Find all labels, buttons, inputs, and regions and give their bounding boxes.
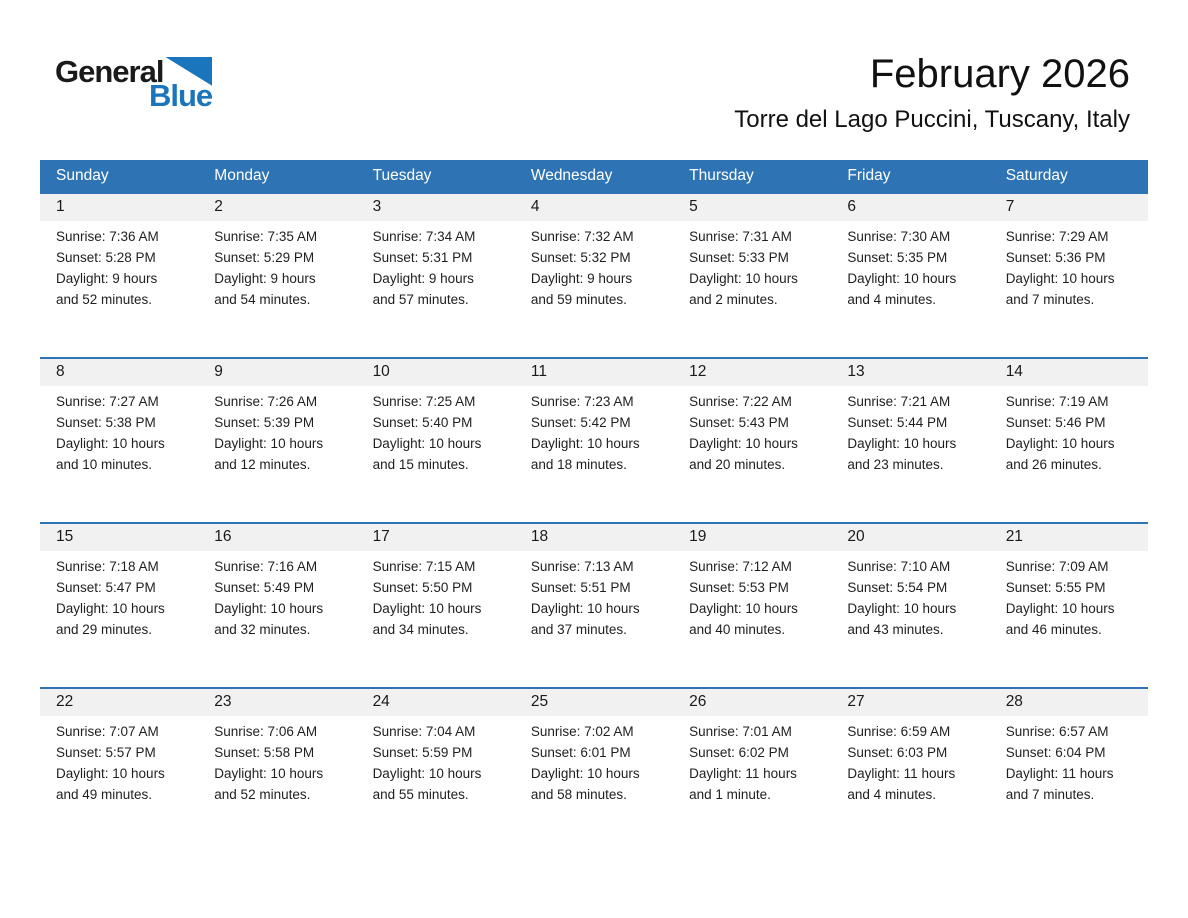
day-details bbox=[515, 386, 673, 475]
day-number: 18 bbox=[515, 524, 673, 551]
day-cell bbox=[357, 688, 515, 853]
week-row bbox=[40, 688, 1148, 853]
day-details bbox=[990, 386, 1148, 475]
sunrise-text: Sunrise: 7:04 AM bbox=[372, 724, 476, 739]
day-cell bbox=[40, 523, 198, 688]
sunset-text: Sunset: 5:55 PM bbox=[1005, 580, 1106, 595]
daylight-text-line1: Daylight: 11 hours bbox=[1005, 766, 1114, 781]
day-number: 14 bbox=[990, 359, 1148, 386]
daylight-text-line1: Daylight: 10 hours bbox=[214, 436, 324, 451]
weekday-header-row bbox=[40, 160, 1148, 193]
day-details bbox=[198, 551, 356, 640]
day-cell bbox=[40, 358, 198, 523]
logo-text-blue: Blue bbox=[149, 78, 213, 113]
day-details bbox=[831, 221, 989, 310]
title-block bbox=[734, 52, 1130, 134]
sunrise-text: Sunrise: 7:15 AM bbox=[372, 559, 476, 574]
sunset-text: Sunset: 5:35 PM bbox=[847, 250, 948, 265]
daylight-text-line2: and 34 minutes. bbox=[372, 622, 469, 637]
sunrise-text: Sunrise: 7:06 AM bbox=[214, 724, 318, 739]
sunrise-text: Sunrise: 7:27 AM bbox=[56, 394, 159, 409]
day-details bbox=[990, 551, 1148, 640]
day-cell bbox=[198, 358, 356, 523]
sunrise-text: Sunrise: 7:02 AM bbox=[530, 724, 634, 739]
day-cell bbox=[515, 193, 673, 358]
daylight-text-line1: Daylight: 9 hours bbox=[372, 271, 474, 286]
day-cell bbox=[515, 523, 673, 688]
sunrise-text: Sunrise: 7:10 AM bbox=[847, 559, 951, 574]
daylight-text-line2: and 46 minutes. bbox=[1005, 622, 1102, 637]
day-cell bbox=[357, 193, 515, 358]
sunrise-text: Sunrise: 7:18 AM bbox=[56, 559, 159, 574]
day-number: 20 bbox=[831, 524, 989, 551]
day-details bbox=[673, 551, 831, 640]
day-details bbox=[673, 221, 831, 310]
weekday-header-wednesday: Wednesday bbox=[515, 160, 673, 193]
sunset-text: Sunset: 5:42 PM bbox=[530, 415, 631, 430]
day-cell bbox=[673, 193, 831, 358]
daylight-text-line1: Daylight: 9 hours bbox=[56, 271, 158, 286]
daylight-text-line1: Daylight: 10 hours bbox=[1005, 271, 1115, 286]
day-details bbox=[831, 716, 989, 805]
daylight-text-line1: Daylight: 10 hours bbox=[214, 601, 324, 616]
day-details bbox=[515, 221, 673, 310]
daylight-text-line2: and 55 minutes. bbox=[372, 787, 469, 802]
logo-text-general: General bbox=[55, 54, 164, 89]
week-row bbox=[40, 193, 1148, 358]
daylight-text-line2: and 12 minutes. bbox=[214, 457, 311, 472]
sunset-text: Sunset: 6:03 PM bbox=[847, 745, 948, 760]
daylight-text-line2: and 18 minutes. bbox=[530, 457, 627, 472]
week-row bbox=[40, 358, 1148, 523]
daylight-text-line2: and 10 minutes. bbox=[56, 457, 153, 472]
daylight-text-line1: Daylight: 10 hours bbox=[1005, 436, 1115, 451]
sunset-text: Sunset: 5:47 PM bbox=[56, 580, 156, 595]
daylight-text-line1: Daylight: 10 hours bbox=[689, 436, 798, 451]
day-cell bbox=[40, 688, 198, 853]
sunrise-text: Sunrise: 7:07 AM bbox=[56, 724, 159, 739]
location-subtitle: Torre del Lago Puccini, Tuscany, Italy bbox=[734, 106, 1130, 133]
day-cell bbox=[831, 688, 989, 853]
daylight-text-line2: and 29 minutes. bbox=[56, 622, 153, 637]
sunset-text: Sunset: 5:33 PM bbox=[689, 250, 789, 265]
daylight-text-line2: and 2 minutes. bbox=[689, 292, 778, 307]
day-cell bbox=[198, 688, 356, 853]
day-number: 28 bbox=[990, 689, 1148, 716]
day-details bbox=[515, 716, 673, 805]
day-number: 16 bbox=[198, 524, 356, 551]
sunrise-text: Sunrise: 7:13 AM bbox=[530, 559, 634, 574]
weekday-header-thursday: Thursday bbox=[673, 160, 831, 193]
daylight-text-line1: Daylight: 10 hours bbox=[56, 601, 165, 616]
daylight-text-line2: and 26 minutes. bbox=[1005, 457, 1102, 472]
daylight-text-line2: and 32 minutes. bbox=[214, 622, 311, 637]
day-cell bbox=[990, 688, 1148, 853]
sunrise-text: Sunrise: 7:34 AM bbox=[372, 229, 476, 244]
daylight-text-line1: Daylight: 10 hours bbox=[530, 601, 640, 616]
weekday-header-monday: Monday bbox=[198, 160, 356, 193]
day-number: 3 bbox=[357, 194, 515, 221]
daylight-text-line2: and 4 minutes. bbox=[847, 292, 936, 307]
daylight-text-line1: Daylight: 10 hours bbox=[689, 271, 798, 286]
daylight-text-line2: and 52 minutes. bbox=[56, 292, 153, 307]
sunrise-text: Sunrise: 6:57 AM bbox=[1005, 724, 1109, 739]
weekday-header-tuesday: Tuesday bbox=[357, 160, 515, 193]
sunrise-text: Sunrise: 7:31 AM bbox=[689, 229, 792, 244]
day-details bbox=[515, 551, 673, 640]
sunrise-text: Sunrise: 7:01 AM bbox=[689, 724, 792, 739]
day-number: 11 bbox=[515, 359, 673, 386]
weekday-header-sunday: Sunday bbox=[40, 160, 198, 193]
day-cell bbox=[990, 193, 1148, 358]
day-cell bbox=[198, 193, 356, 358]
sunrise-text: Sunrise: 7:25 AM bbox=[372, 394, 476, 409]
daylight-text-line2: and 15 minutes. bbox=[372, 457, 469, 472]
day-number: 17 bbox=[357, 524, 515, 551]
day-details bbox=[198, 386, 356, 475]
daylight-text-line2: and 57 minutes. bbox=[372, 292, 469, 307]
sunrise-text: Sunrise: 7:09 AM bbox=[1005, 559, 1109, 574]
sunrise-text: Sunrise: 7:30 AM bbox=[847, 229, 951, 244]
day-details bbox=[198, 716, 356, 805]
daylight-text-line2: and 37 minutes. bbox=[530, 622, 627, 637]
day-number: 19 bbox=[673, 524, 831, 551]
sunrise-text: Sunrise: 7:16 AM bbox=[214, 559, 318, 574]
sunset-text: Sunset: 5:49 PM bbox=[214, 580, 315, 595]
day-details bbox=[40, 386, 198, 475]
day-number: 27 bbox=[831, 689, 989, 716]
sunset-text: Sunset: 5:54 PM bbox=[847, 580, 948, 595]
sunrise-text: Sunrise: 7:26 AM bbox=[214, 394, 318, 409]
day-cell bbox=[515, 358, 673, 523]
calendar-table bbox=[40, 160, 1148, 853]
day-number: 15 bbox=[40, 524, 198, 551]
sunset-text: Sunset: 5:32 PM bbox=[530, 250, 631, 265]
week-row bbox=[40, 523, 1148, 688]
day-number: 9 bbox=[198, 359, 356, 386]
day-number: 25 bbox=[515, 689, 673, 716]
day-cell bbox=[357, 523, 515, 688]
sunrise-text: Sunrise: 7:29 AM bbox=[1005, 229, 1109, 244]
daylight-text-line2: and 52 minutes. bbox=[214, 787, 311, 802]
day-details bbox=[357, 716, 515, 805]
daylight-text-line1: Daylight: 10 hours bbox=[372, 601, 482, 616]
sunset-text: Sunset: 5:28 PM bbox=[56, 250, 156, 265]
daylight-text-line2: and 54 minutes. bbox=[214, 292, 311, 307]
day-details bbox=[831, 386, 989, 475]
sunset-text: Sunset: 5:59 PM bbox=[372, 745, 473, 760]
day-cell bbox=[198, 523, 356, 688]
sunset-text: Sunset: 5:40 PM bbox=[372, 415, 473, 430]
day-cell bbox=[831, 193, 989, 358]
sunrise-text: Sunrise: 7:22 AM bbox=[689, 394, 792, 409]
daylight-text-line1: Daylight: 10 hours bbox=[689, 601, 798, 616]
day-details bbox=[357, 221, 515, 310]
day-cell bbox=[990, 358, 1148, 523]
day-number: 13 bbox=[831, 359, 989, 386]
daylight-text-line2: and 40 minutes. bbox=[689, 622, 786, 637]
daylight-text-line2: and 4 minutes. bbox=[847, 787, 936, 802]
sunset-text: Sunset: 5:36 PM bbox=[1005, 250, 1106, 265]
sunset-text: Sunset: 5:39 PM bbox=[214, 415, 315, 430]
day-details bbox=[673, 716, 831, 805]
daylight-text-line1: Daylight: 10 hours bbox=[847, 601, 957, 616]
sunrise-text: Sunrise: 7:35 AM bbox=[214, 229, 318, 244]
sunset-text: Sunset: 6:01 PM bbox=[530, 745, 631, 760]
weekday-header-friday: Friday bbox=[831, 160, 989, 193]
day-cell bbox=[990, 523, 1148, 688]
day-details bbox=[990, 221, 1148, 310]
day-number: 26 bbox=[673, 689, 831, 716]
day-cell bbox=[357, 358, 515, 523]
day-cell bbox=[673, 358, 831, 523]
daylight-text-line2: and 59 minutes. bbox=[530, 292, 627, 307]
day-number: 2 bbox=[198, 194, 356, 221]
sunset-text: Sunset: 5:31 PM bbox=[372, 250, 473, 265]
day-details bbox=[673, 386, 831, 475]
sunset-text: Sunset: 6:02 PM bbox=[689, 745, 789, 760]
day-number: 23 bbox=[198, 689, 356, 716]
daylight-text-line1: Daylight: 10 hours bbox=[847, 436, 957, 451]
sunrise-text: Sunrise: 7:23 AM bbox=[530, 394, 634, 409]
daylight-text-line2: and 20 minutes. bbox=[689, 457, 786, 472]
sunset-text: Sunset: 5:43 PM bbox=[689, 415, 789, 430]
daylight-text-line1: Daylight: 10 hours bbox=[56, 436, 165, 451]
daylight-text-line1: Daylight: 10 hours bbox=[847, 271, 957, 286]
sunset-text: Sunset: 5:38 PM bbox=[56, 415, 156, 430]
day-cell bbox=[673, 523, 831, 688]
day-details bbox=[357, 386, 515, 475]
day-number: 8 bbox=[40, 359, 198, 386]
day-details bbox=[357, 551, 515, 640]
day-details bbox=[40, 221, 198, 310]
day-number: 12 bbox=[673, 359, 831, 386]
sunset-text: Sunset: 5:58 PM bbox=[214, 745, 315, 760]
daylight-text-line1: Daylight: 10 hours bbox=[1005, 601, 1115, 616]
day-number: 1 bbox=[40, 194, 198, 221]
day-details bbox=[831, 551, 989, 640]
daylight-text-line2: and 7 minutes. bbox=[1005, 292, 1095, 307]
daylight-text-line2: and 43 minutes. bbox=[847, 622, 944, 637]
day-details bbox=[990, 716, 1148, 805]
sunset-text: Sunset: 5:57 PM bbox=[56, 745, 156, 760]
daylight-text-line2: and 23 minutes. bbox=[847, 457, 944, 472]
daylight-text-line2: and 1 minute. bbox=[689, 787, 771, 802]
daylight-text-line2: and 7 minutes. bbox=[1005, 787, 1095, 802]
daylight-text-line1: Daylight: 10 hours bbox=[372, 766, 482, 781]
day-cell bbox=[831, 523, 989, 688]
day-cell bbox=[673, 688, 831, 853]
daylight-text-line1: Daylight: 11 hours bbox=[847, 766, 956, 781]
daylight-text-line1: Daylight: 10 hours bbox=[214, 766, 324, 781]
day-number: 7 bbox=[990, 194, 1148, 221]
daylight-text-line1: Daylight: 10 hours bbox=[56, 766, 165, 781]
sunset-text: Sunset: 5:51 PM bbox=[530, 580, 631, 595]
sunrise-text: Sunrise: 7:12 AM bbox=[689, 559, 792, 574]
sunrise-text: Sunrise: 7:19 AM bbox=[1005, 394, 1109, 409]
day-number: 10 bbox=[357, 359, 515, 386]
day-details bbox=[198, 221, 356, 310]
daylight-text-line2: and 58 minutes. bbox=[530, 787, 627, 802]
daylight-text-line1: Daylight: 10 hours bbox=[530, 766, 640, 781]
weekday-header-saturday: Saturday bbox=[990, 160, 1148, 193]
sunrise-text: Sunrise: 6:59 AM bbox=[847, 724, 951, 739]
sunset-text: Sunset: 5:53 PM bbox=[689, 580, 789, 595]
day-number: 5 bbox=[673, 194, 831, 221]
day-cell bbox=[515, 688, 673, 853]
month-title: February 2026 bbox=[869, 52, 1130, 96]
day-number: 6 bbox=[831, 194, 989, 221]
day-details bbox=[40, 551, 198, 640]
daylight-text-line1: Daylight: 9 hours bbox=[530, 271, 633, 286]
sunset-text: Sunset: 5:50 PM bbox=[372, 580, 473, 595]
day-number: 24 bbox=[357, 689, 515, 716]
day-details bbox=[40, 716, 198, 805]
sunset-text: Sunset: 5:44 PM bbox=[847, 415, 948, 430]
sunrise-text: Sunrise: 7:36 AM bbox=[56, 229, 159, 244]
daylight-text-line1: Daylight: 10 hours bbox=[372, 436, 482, 451]
day-number: 21 bbox=[990, 524, 1148, 551]
sunset-text: Sunset: 5:46 PM bbox=[1005, 415, 1106, 430]
day-number: 4 bbox=[515, 194, 673, 221]
day-cell bbox=[831, 358, 989, 523]
daylight-text-line1: Daylight: 10 hours bbox=[530, 436, 640, 451]
general-blue-logo bbox=[55, 56, 212, 111]
daylight-text-line2: and 49 minutes. bbox=[56, 787, 153, 802]
sunset-text: Sunset: 6:04 PM bbox=[1005, 745, 1106, 760]
daylight-text-line1: Daylight: 9 hours bbox=[214, 271, 316, 286]
day-number: 22 bbox=[40, 689, 198, 716]
sunset-text: Sunset: 5:29 PM bbox=[214, 250, 315, 265]
page-header bbox=[0, 0, 1188, 160]
daylight-text-line1: Daylight: 11 hours bbox=[689, 766, 797, 781]
day-cell bbox=[40, 193, 198, 358]
sunrise-text: Sunrise: 7:21 AM bbox=[847, 394, 951, 409]
sunrise-text: Sunrise: 7:32 AM bbox=[530, 229, 634, 244]
